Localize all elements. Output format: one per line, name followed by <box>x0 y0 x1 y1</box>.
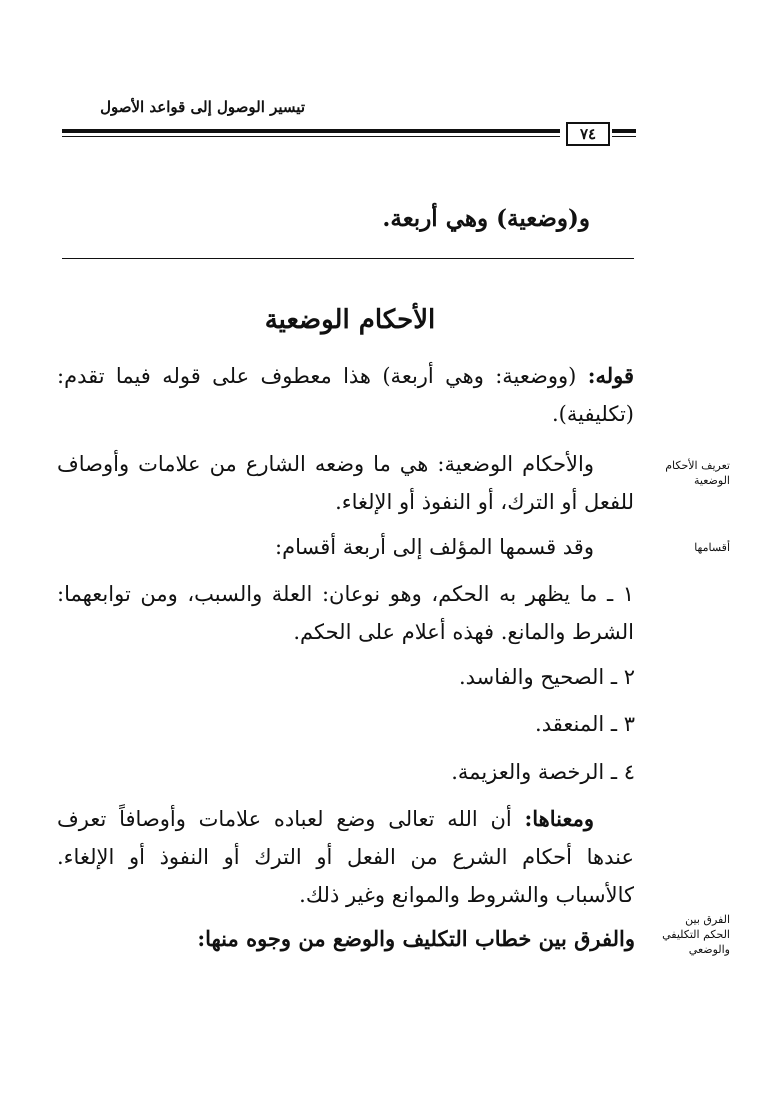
list-item-4: ٤ ـ الرخصة والعزيمة. <box>451 760 635 784</box>
margin-note-divisions: أقسامها <box>694 541 730 554</box>
paragraph-1 <box>57 357 634 433</box>
paragraph-2: والأحكام الوضعية: هي ما وضعه الشارع من علامات وأوصاف للفعل أو الترك، أو النفوذ أو الإلغاء. <box>57 452 634 514</box>
paragraph-4-text: أن الله تعالى وضع لعباده علامات وأوصافاً تعرف عندها أحكام الشرع من الفعل أو الترك أو النفوذ أو الإلغاء. كالأسباب والشروط والموانع وغير ذلك. <box>57 807 634 907</box>
paragraph-3: وقد قسمها المؤلف إلى أربعة أقسام: <box>275 535 594 559</box>
list-item-2: ٢ ـ الصحيح والفاسد. <box>458 665 635 689</box>
header-rule <box>62 129 560 137</box>
paragraph-4 <box>57 800 634 914</box>
list-item-3: ٣ ـ المنعقد. <box>535 712 635 736</box>
paragraph-1-lead: قوله: <box>587 363 634 388</box>
margin-note-difference: الفرق بين الحكم التكليفي والوضعي <box>662 913 730 956</box>
matn-quote: و(وضعية) وهي أربعة. <box>382 205 590 232</box>
running-title: تيسير الوصول إلى قواعد الأصول <box>100 98 305 116</box>
section-title: الأحكام الوضعية <box>264 305 436 335</box>
list-item-1: ١ ـ ما يظهر به الحكم، وهو نوعان: العلة والسبب، ومن توابعهما: الشرط والمانع. فهذه أعلام على الحكم. <box>57 582 634 644</box>
paragraph-5: والفرق بين خطاب التكليف والوضع من وجوه منها: <box>197 926 635 951</box>
page-number: ٧٤ <box>566 122 610 146</box>
separator-rule <box>62 258 634 259</box>
paragraph-1-text: (ووضعية: وهي أربعة) هذا معطوف على قوله فيما تقدم: (تكليفية). <box>57 364 634 426</box>
header-rule-short <box>612 129 636 137</box>
paragraph-4-lead: ومعناها: <box>524 806 594 831</box>
margin-note-definition: تعريف الأحكام الوضعية <box>665 459 730 487</box>
